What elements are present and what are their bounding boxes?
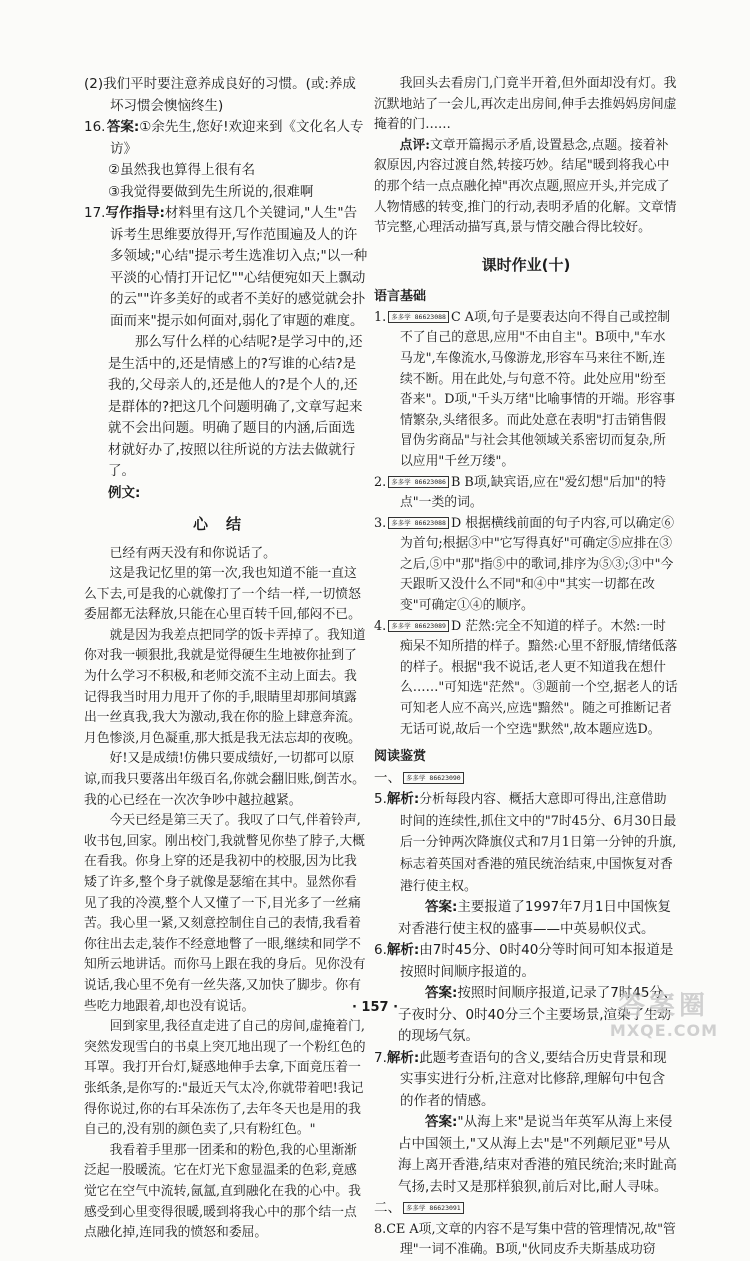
writing-guide-paragraph: 那么写什么样的心结呢?是学习中的,还是生活中的,还是情感上的?写谁的心结?是我的,父母亲人的,还是他人的?是个人的,还是群体的?把这几个问题明确了,文章写起来就不会出问题。明确了题目的内涵,后面选材就好办了,按照以往所说的方法去做就行了。 xyxy=(108,334,363,479)
comment-text: 文章开篇揭示矛盾,设置悬念,点题。接着补叙原因,内容过渡自然,转接巧妙。结尾"暖到将我心中的那个结一点点融化掉"再次点题,照应开头,并完成了人物情感的转变,推门的行动,表明矛盾的化解。文章情节完整,心理活动描写真,景与情交融合得比较好。 xyxy=(374,137,677,236)
answer-text: CE A项,文章的内容不是写集中营的管理情况,故"管理"一词不准确。B项,"伙同皮乔夫斯基成功窃 xyxy=(386,1221,676,1258)
answer-label: 答案: xyxy=(106,119,140,135)
reading-part-one xyxy=(374,768,678,790)
essay-paragraph: 这是我记忆里的第一次,我也知道不能一直这么下去,可是我的心就像打了一个结一样,一切愤怒委屈都无法释放,只能在心里百转千回,郁闷不已。 xyxy=(84,566,361,623)
essay-paragraph: 今天已经是第三天了。我叹了口气,伴着铃声,收书包,回家。刚出校门,我就瞥见你垫了脖子,大概在看我。你身上穿的还是我初中的校服,因为比我矮了许多,整个身子就像是瑟缩在其中。显然你看见了我的冷漠,整个人又懂了一下,目光多了一丝痛苦。我心里一紧,又刻意控制住自己的表情,我看着你往出去走,装作不经意地瞥了一眼,继续和同学不知所云地讲话。而你马上跟在我的身后。见你没有说话,我心里不免有一丝失落,又加快了脚步。你有些吃力地跟着,却也没有说话。 xyxy=(84,813,366,1014)
question-number: 7. xyxy=(374,1049,387,1066)
answer-text: "从海上来"是说当年英军从海上来侵占中国领土,"又从海上去"是"不列颠尼亚"号从海上离开香港,结束对香港的殖民统治;来时趾高气扬,去时又是那样狼狈,前后对比,耐人寻味。 xyxy=(398,1114,677,1195)
language-basics-heading: 语言基础 xyxy=(374,289,427,305)
watermark-text: 答案圈 xyxy=(618,991,709,1021)
qr-code-tag: 多多学 86623089 xyxy=(388,620,449,632)
answer-line: ③我觉得要做到先生所说的,很难啊 xyxy=(108,183,314,200)
essay-continued xyxy=(374,74,678,239)
answer-line: ①余先生,您好!欢迎来到《文化名人专访》 xyxy=(110,119,364,157)
right-column xyxy=(374,74,678,1261)
question-17 xyxy=(84,203,368,332)
reading-part-two xyxy=(374,1198,678,1220)
essay-body xyxy=(84,544,368,1244)
left-column xyxy=(84,74,368,1244)
section-title: 课时作业(十) xyxy=(481,255,571,274)
essay-paragraph: 我回头去看房门,门竟半开着,但外面却没有灯。我沉默地站了一会儿,再次走出房间,伸手去推妈妈房间虚掩着的门…… xyxy=(374,76,677,133)
essay-title: 心结 xyxy=(192,515,259,533)
comment xyxy=(374,136,678,239)
question-number: 3. xyxy=(374,515,387,531)
question-2 xyxy=(374,473,678,514)
language-items xyxy=(374,308,678,740)
writing-guide-text: 材料里有这几个关键词,"人生"告诉考生思维要放得开,写作范围遍及人的许多领域;"心结"提示考生选准切入点;"以一种平淡的心情打开记忆""心结便宛如天上飘动的云""许多美好的或者不美好的感觉就会扑面而来"提示如何面对,弱化了审题的难度。 xyxy=(110,205,368,329)
qr-code-tag: 多多学 86623091 xyxy=(403,1202,464,1214)
question-number: 1. xyxy=(374,309,387,325)
part-label: 二、 xyxy=(374,1200,401,1217)
comment-label: 点评: xyxy=(399,137,430,153)
essay-paragraph: 就是因为我差点把同学的饭卡弄掉了。我知道你对我一顿狠批,我就是觉得硬生生地被你扯到了为什么学习不积极,和老师交流不主动上面去。我记得我当时用力甩开了你的手,眼睛里却那间填露出一丝真我,我大为激动,我在你的脸上肆意奔流。月色惨淡,月色凝重,那大抵是我无法忘却的夜晚。 xyxy=(84,627,366,746)
answer xyxy=(374,897,678,940)
analysis-text: 分析每段内容、概括大意即可得出,注意借助时间的连续性,抓住文中的"7时45分、6月30日最后一分钟两次降旗仪式和7月1日第一分钟的升旗,标志着英国对香港的殖民统治结束,中国恢复对香港行使主权。 xyxy=(400,792,677,894)
essay-paragraph: 好!又是成绩!仿佛只要成绩好,一切都可以原谅,而我只要落出年级百名,你就会翻旧账,倒苦水。我的心已经在一次次争吵中越拉越紧。 xyxy=(84,751,365,808)
question-number: 5. xyxy=(374,791,387,808)
question-1 xyxy=(374,308,678,473)
question-4 xyxy=(374,617,678,741)
question-number: 16. xyxy=(84,119,106,135)
question-7 xyxy=(374,1048,678,1113)
analysis-text: 由7时45分、0时40分等时间可知本报道是按照时间顺序报道的。 xyxy=(400,942,674,980)
answer-text: 主要报道了1997年7月1日中国恢复对香港行使主权的盛事——中英易帜仪式。 xyxy=(398,899,671,937)
answer-text: D 茫然:完全不知道的样子。木然:一时痴呆不知所措的样子。黯然:心里不舒服,情绪低落的样子。根据"我不说话,老人更不知道我在想什么……"可知选"茫然"。③题前一个空,据老人的话可知老人应不高兴,应选"黯然"。随之可推断记者无话可说,故后一个空选"默然",故本题应选D。 xyxy=(400,618,678,737)
answer-text: D 根据横线前面的句子内容,可以确定⑥为首句;根据③中"它写得真好"可确定⑤应排在③之后,⑤中"那"指⑤中的歌词,排序为⑤③;③中"今天跟昕又没什么不同"和④中"其实一切都在改变"可确定①④的顺序。 xyxy=(400,515,675,614)
answer-text: C A项,句子是要表达向不得自己或控制不了自己的意思,应用"不由自主"。B项中,"车水马龙",车像流水,马像游龙,形容车马来往不断,连续不断。用在此处,与句意不符。此处应用"纷至沓来"。D项,"千头万绪"比喻事情的开端。形容事情繁杂,头绪很多。而此处意在表明"打击销售假冒伪劣商品"与社会其他领域关系密切而复杂,所以应用"千丝万缕"。 xyxy=(400,309,676,469)
question-number: 8. xyxy=(374,1221,387,1237)
analysis-text: 此题考查语句的含义,要结合历史背景和现实事实进行分析,注意对比修辞,理解句中包含的作者的情感。 xyxy=(400,1049,667,1109)
qr-code-tag: 多多学 86623086 xyxy=(388,476,449,488)
watermark-url: MXQE.COM xyxy=(609,1021,719,1040)
answer xyxy=(374,1112,678,1198)
question-6: 6.解析:由7时45分、0时40分等时间可知本报道是按照时间顺序报道的。 xyxy=(374,942,674,980)
question-number: 2. xyxy=(374,474,387,490)
watermark-logo xyxy=(586,990,742,1046)
example-label: 例文: xyxy=(108,484,141,501)
question-5 xyxy=(374,789,678,897)
analysis-label: 解析: xyxy=(386,1049,420,1066)
answer-label: 答案: xyxy=(425,1114,458,1131)
writing-guide-label: 写作指导: xyxy=(105,205,165,221)
question-number: 6. xyxy=(374,942,387,959)
page-number: · 157 · xyxy=(351,1000,399,1015)
essay-paragraph: 回到家里,我径直走进了自己的房间,虚掩着门,突然发现雪白的书桌上突兀地出现了一个粉红色的耳罩。我打开台灯,疑惑地伸手去拿,下面竟压着一张纸条,是你写的:"最近天气太冷,你就带着吧!我记得你说过,你的右耳朵冻伤了,去年冬天也是用的我自己的,没有别的颜色卖了,只有粉红色。" xyxy=(84,1019,366,1138)
part-label: 一、 xyxy=(374,769,401,786)
answer-text: B B项,缺宾语,应在"爱幻想"后加"的特点"一类的词。 xyxy=(400,474,666,511)
qr-code-tag: 多多学 86623090 xyxy=(403,772,464,784)
answer-line: ②虽然我也算得上很有名 xyxy=(108,162,256,178)
essay-paragraph: 已经有两天没有和你说话了。 xyxy=(109,545,276,561)
analysis-label: 解析: xyxy=(386,791,420,808)
qr-code-tag: 多多学 86623088 xyxy=(388,311,449,323)
qr-code-tag: 多多学 86623088 xyxy=(388,517,449,529)
answer-text: 按照时间顺序报道,记录了7时45分、子夜时分、0时40分三个主要场景,渲染了生动的现场气氛。 xyxy=(398,985,677,1045)
reading-heading: 阅读鉴赏 xyxy=(374,749,427,765)
question-16 xyxy=(84,117,368,160)
question-number: 4. xyxy=(374,618,387,634)
question-8 xyxy=(374,1220,678,1261)
answer-label: 答案: xyxy=(425,985,458,1002)
answer-label: 答案: xyxy=(425,899,458,916)
question-number: 17. xyxy=(84,205,106,221)
essay-paragraph: 我看着手里那一团柔和的粉色,我的心里渐渐泛起一股暖流。它在灯光下愈显温柔的色彩,竟感觉它在空气中流转,氤氲,直到融化在我的心中。我感受到心里变得很暖,暖到将我心中的那个结一点点融化掉,连同我的愤怒和委屈。 xyxy=(84,1142,361,1241)
question-3 xyxy=(374,514,678,617)
answer-15-2: (2)我们平时要注意养成良好的习惯。(或:养成坏习惯会懊恼终生) xyxy=(84,76,356,114)
